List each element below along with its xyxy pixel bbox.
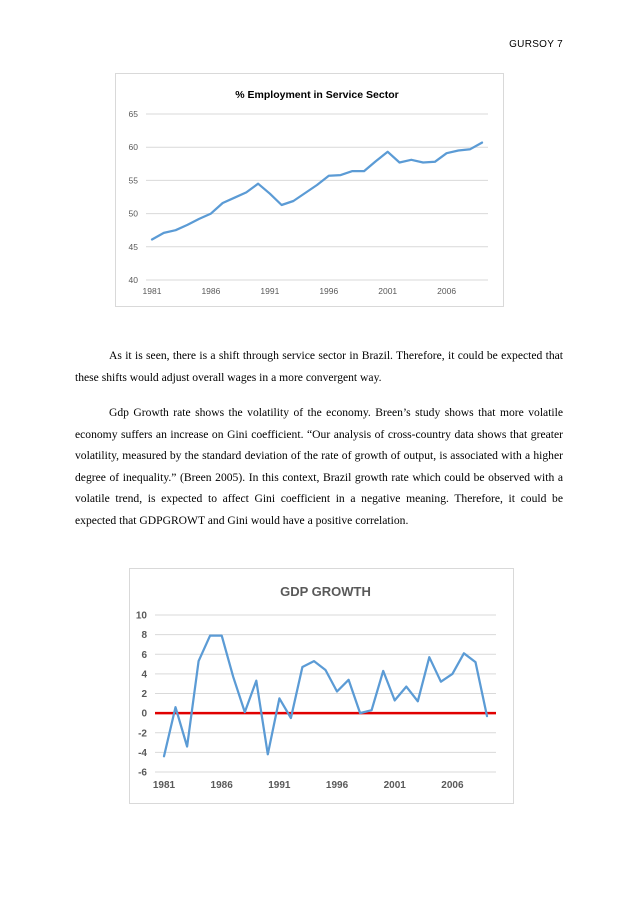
x-tick-label: 1981 [152, 780, 176, 791]
y-tick-label: -2 [138, 728, 147, 740]
chart-title: % Employment in Service Sector [235, 89, 399, 101]
employment-service-chart-svg [116, 74, 503, 306]
y-tick-label: 60 [128, 142, 138, 153]
y-tick-label: 50 [128, 208, 138, 219]
gdp-growth-chart [129, 568, 514, 804]
x-tick-label: 2001 [378, 286, 398, 296]
y-tick-label: 65 [128, 108, 138, 119]
paragraph-gdp-volatility [75, 402, 563, 531]
x-tick-label: 2006 [441, 780, 464, 791]
x-tick-label: 2001 [383, 780, 406, 791]
series-line [152, 143, 482, 240]
series-line [164, 636, 487, 757]
y-tick-label: 4 [141, 669, 147, 681]
x-tick-label: 1986 [201, 286, 221, 296]
y-tick-label: 40 [128, 274, 138, 285]
x-tick-label: 1996 [325, 780, 349, 791]
x-tick-label: 1991 [268, 780, 291, 791]
x-tick-label: 1981 [142, 286, 162, 296]
gdp-growth-chart-svg [130, 569, 513, 803]
x-tick-label: 1996 [319, 286, 339, 296]
y-tick-label: 10 [135, 610, 147, 622]
y-tick-label: 55 [128, 175, 138, 186]
y-tick-label: 8 [141, 630, 147, 642]
y-tick-label: 6 [141, 649, 147, 661]
y-tick-label: 2 [141, 689, 147, 700]
y-tick-label: 45 [128, 241, 138, 252]
running-head: GURSOY 7 [509, 39, 563, 50]
y-tick-label: -4 [138, 747, 147, 759]
x-tick-label: 2006 [437, 286, 457, 296]
y-tick-label: 0 [141, 708, 147, 720]
paragraph-text: As it is seen, there is a shift through service sector in Brazil. Therefore, it could be expected that these shifts would adjust overall wages in a more convergent way. [75, 349, 563, 384]
paragraph-service-shift [75, 345, 563, 388]
x-tick-label: 1986 [210, 780, 233, 791]
chart-title: GDP GROWTH [280, 584, 371, 599]
paragraph-text: Gdp Growth rate shows the volatility of the economy. Breen’s study shows that more volatile economy suffers an increase on Gini coefficient. “Our analysis of cross-country data shows that greater volatility, measured by the standard deviation of the rate of growth of output, is associated with a higher degree of inequality.” (Breen 2005). In this context, Brazil growth rate which could be observed with a volatile trend, is expected to affect Gini coefficient in a negative meaning. Therefore, it could be expected that GDPGROWT and Gini would have a positive correlation. [75, 406, 563, 527]
x-tick-label: 1991 [260, 286, 280, 296]
y-tick-label: -6 [138, 767, 147, 779]
employment-service-chart [115, 73, 504, 307]
